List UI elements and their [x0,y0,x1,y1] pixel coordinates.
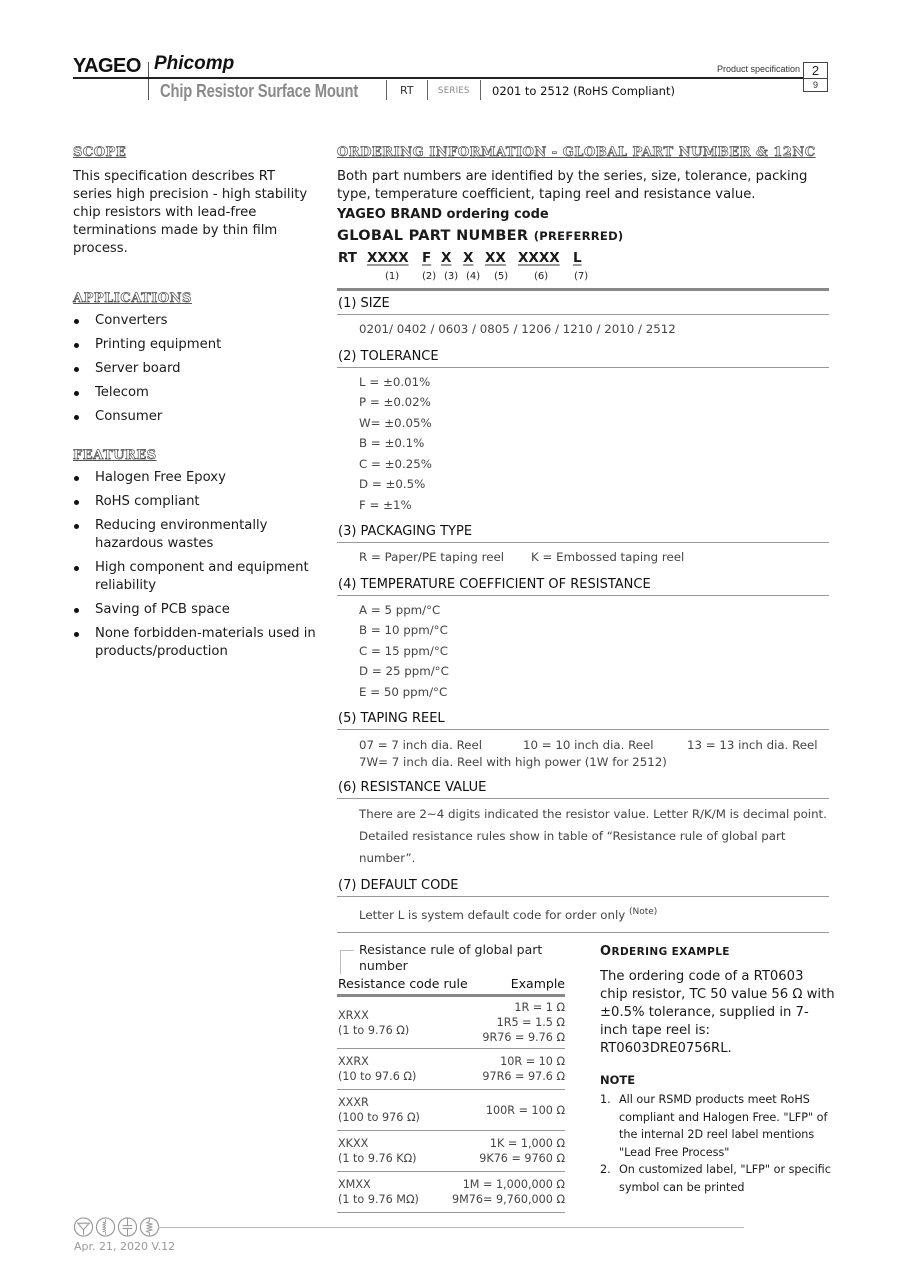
brand-code-label: YAGEO BRAND ordering code [337,207,549,222]
example-value: 100R = 100 Ω [485,1103,565,1117]
size-options [337,315,829,344]
rule-code: XXRX [338,1055,369,1068]
taping-heading: (5) TAPING REEL [337,706,829,730]
rule-code: XKXX [338,1137,369,1150]
example-value: 97R6 = 97.6 Ω [482,1070,565,1083]
resistance-heading: (6) RESISTANCE VALUE [337,775,829,799]
rule-code: XRXX [338,1008,369,1022]
rule-range: (100 to 976 Ω) [338,1111,420,1124]
rule-cell [338,1177,419,1207]
rule-cell [338,1054,416,1084]
example-cell [486,1103,565,1118]
table-header [337,974,565,997]
header-divider [427,80,428,100]
code-segment: XXXX [518,250,560,266]
list-item [73,559,318,595]
bullet-icon [74,566,79,571]
size-values: 0201/ 0402 / 0603 / 0805 / 1206 / 1210 / 2010 / 2512 [359,322,676,336]
tolerance-option: B = ±0.1% [359,436,425,450]
example-value: 10R = 10 Ω [500,1055,565,1068]
bullet-icon [74,319,79,324]
rule-code: XXXR [338,1096,369,1109]
code-index: (5) [494,271,509,282]
tolerance-option: W= ±0.05% [359,415,432,430]
taping-option: 13 = 13 inch dia. Reel [687,738,818,752]
series-name: RT [400,84,414,97]
rule-range: (1 to 9.76 MΩ) [338,1193,419,1206]
list-item-text: RoHS compliant [95,494,200,509]
table-row [337,1131,565,1172]
list-item-text: Halogen Free Epoxy [95,470,226,485]
rule-code: XMXX [338,1178,371,1191]
yageo-logo: YAGEO [73,55,141,77]
example-value: 1R = 1 Ω [514,1001,565,1014]
tcr-option: A = 5 ppm/°C [359,602,441,617]
list-item [73,469,318,487]
gpn-preferred: (PREFERRED) [533,229,624,243]
footer-rule [158,1227,744,1228]
note-reference: (Note) [628,907,658,917]
list-item [73,517,318,553]
table-row [337,997,565,1049]
list-item-text: Server board [95,361,181,376]
tolerance-option: C = ±0.25% [359,456,432,471]
code-index: (7) [574,271,589,282]
list-item-text: None forbidden-materials used in products/production [95,626,316,659]
code-segment: F [422,250,432,266]
title-rest: RDERING EXAMPLE [611,946,730,958]
packaging-row [359,547,829,568]
list-item-text: Consumer [95,409,163,424]
capacitor-icon [117,1216,138,1238]
code-segment: XXXX [367,250,409,266]
bullet-icon [74,415,79,420]
tolerance-option: P = ±0.02% [359,395,431,409]
example-value: 1R5 = 1.5 Ω [496,1016,565,1029]
doc-type-label: Product specification [716,64,800,74]
table-row [337,1172,565,1213]
scope-text: This specification describes RT series high precision - high stability chip resistors with lead-free terminations made by thin film process. [73,169,308,256]
header-divider [386,80,387,100]
tolerance-option: F = ±1% [359,497,412,512]
list-item [73,493,318,511]
rule-range: (10 to 97.6 Ω) [338,1070,417,1083]
resistor-icon [139,1216,160,1238]
tcr-option: E = 50 ppm/°C [359,684,448,699]
caption-corner [340,950,354,974]
taping-option: 7W= 7 inch dia. Reel with high power (1W for 2512) [359,755,667,769]
taping-option: 10 = 10 inch dia. Reel [523,738,654,752]
ordering-heading: ORDERING INFORMATION - GLOBAL PART NUMBER & 12NC [337,145,816,160]
ordering-example-title [600,944,835,959]
list-item-text: Saving of PCB space [95,602,230,617]
ordering-intro: Both part numbers are identified by the series, size, tolerance, packing type, temperature coefficient, taping reel and resistance value. [337,169,808,202]
ordering-example [600,944,835,1196]
column-header-example: Example [510,976,565,991]
code-prefix: RT [338,250,357,266]
bullet-icon [74,476,79,481]
table-caption-text: Resistance rule of global part number [359,942,543,973]
list-item [73,312,318,330]
code-segment: L [573,250,582,266]
bullet-icon [74,524,79,529]
header-divider [480,80,481,100]
code-index: (2) [422,271,437,282]
list-item-text: High component and equipment reliability [95,560,309,593]
resistance-line: There are 2~4 digits indicated the resistor value. Letter R/K/M is decimal point. [359,807,827,821]
bullet-icon [74,391,79,396]
default-code-heading: (7) DEFAULT CODE [337,873,829,897]
list-item-text: Printing equipment [95,337,222,352]
document-title: Chip Resistor Surface Mount [160,81,359,101]
example-cell [482,1000,565,1045]
tolerance-options [337,368,829,520]
total-pages: 9 [812,80,818,90]
series-label: SERIES [438,86,470,96]
series-range: 0201 to 2512 (RoHS Compliant) [492,84,675,98]
header-divider [148,62,149,100]
applications-heading: APPLICATIONS [73,291,192,306]
phicomp-logo: Phicomp [154,53,235,74]
table-row [337,1049,565,1090]
list-item [73,601,318,619]
code-segment: X [441,250,452,266]
tcr-option: C = 15 ppm/°C [359,643,448,658]
features-list [73,469,318,661]
tcr-option: B = 10 ppm/°C [359,623,448,637]
ordering-example-text: The ordering code of a RT0603 chip resistor, TC 50 value 56 Ω with ±0.5% tolerance, supplied in 7-inch tape reel is: RT0603DRE0756RL. [600,969,835,1056]
title-initial: O [600,944,612,959]
taping-row [359,737,829,754]
tcr-option: D = 25 ppm/°C [359,664,449,678]
gpn-title [337,228,829,244]
code-index: (4) [466,271,481,282]
features-heading: FEATURES [73,448,157,463]
ordering-information [337,145,829,933]
packaging-option: R = Paper/PE taping reel [359,550,505,564]
table-row [337,1090,565,1131]
footer-icons [73,1216,160,1238]
tolerance-option: L = ±0.01% [359,374,431,389]
tcr-heading: (4) TEMPERATURE COEFFICIENT OF RESISTANCE [337,572,829,596]
tolerance-heading: (2) TOLERANCE [337,344,829,368]
packaging-option: K = Embossed taping reel [531,550,685,564]
note-text: On customized label, "LFP" or specific symbol can be printed [619,1163,831,1194]
rule-cell [338,1008,409,1038]
size-heading: (1) SIZE [337,291,829,315]
note-item [600,1091,835,1161]
note-title: NOTE [600,1073,636,1087]
default-code-text [359,902,829,925]
list-item [73,336,318,354]
taping-options [337,730,829,775]
note-text: All our RSMD products meet RoHS compliant and Halogen Free. "LFP" of the internal 2D reel label mentions "Lead Free Process" [619,1093,828,1159]
example-value: 1K = 1,000 Ω [489,1137,565,1150]
bullet-icon [74,608,79,613]
packaging-heading: (3) PACKAGING TYPE [337,519,829,543]
left-column [73,145,318,667]
example-value: 1M = 1,000,000 Ω [462,1178,565,1191]
list-item-text: Telecom [95,385,149,400]
note-list [600,1091,835,1196]
column-header-rule: Resistance code rule [338,976,468,991]
note-number: 1. [600,1093,611,1106]
bullet-icon [74,632,79,637]
code-index: (1) [385,271,400,282]
table-caption [337,942,565,974]
divider [337,932,829,933]
note-item [600,1161,835,1196]
gpn-title-text: GLOBAL PART NUMBER [337,228,529,244]
page-number-box [803,62,828,92]
tcr-options [337,596,829,707]
note-number: 2. [600,1163,611,1176]
code-index: (6) [534,271,549,282]
list-item [73,384,318,402]
resistance-description [337,799,829,873]
applications-list [73,312,318,426]
resistance-line: Detailed resistance rules show in table of “Resistance rule of global part number”. [359,829,786,865]
example-cell [479,1136,565,1166]
list-item-text: Converters [95,313,168,328]
list-item [73,625,318,661]
page-number: 2 [804,63,827,79]
rule-cell [338,1095,420,1125]
bullet-icon [74,343,79,348]
example-value: 9R76 = 9.76 Ω [482,1031,565,1044]
rule-range: (1 to 9.76 Ω) [338,1023,410,1037]
code-segment: XX [485,250,506,266]
scope-heading: SCOPE [73,145,127,160]
example-cell [452,1177,565,1207]
rule-range: (1 to 9.76 KΩ) [338,1152,417,1165]
default-code-description [337,897,829,930]
bullet-icon [74,367,79,372]
rule-cell [338,1136,417,1166]
default-code-text-main: Letter L is system default code for order only [359,907,626,922]
inductor-icon [95,1216,116,1238]
part-number-code [337,250,829,288]
code-index: (3) [444,271,459,282]
code-segment: X [463,250,474,266]
list-item [73,360,318,378]
tolerance-option: D = ±0.5% [359,477,426,491]
example-value: 9K76 = 9760 Ω [479,1152,565,1165]
example-cell [482,1054,565,1084]
list-item [73,408,318,426]
resistance-rule-table [337,942,565,1213]
revision-date: Apr. 21, 2020 V.12 [74,1240,176,1253]
list-item-text: Reducing environmentally hazardous wastes [95,518,268,551]
bullet-icon [74,500,79,505]
example-value: 9M76= 9,760,000 Ω [452,1193,565,1206]
antenna-icon [73,1216,94,1238]
taping-option: 07 = 7 inch dia. Reel [359,738,483,752]
header-rule [73,77,803,79]
packaging-options [337,543,829,572]
